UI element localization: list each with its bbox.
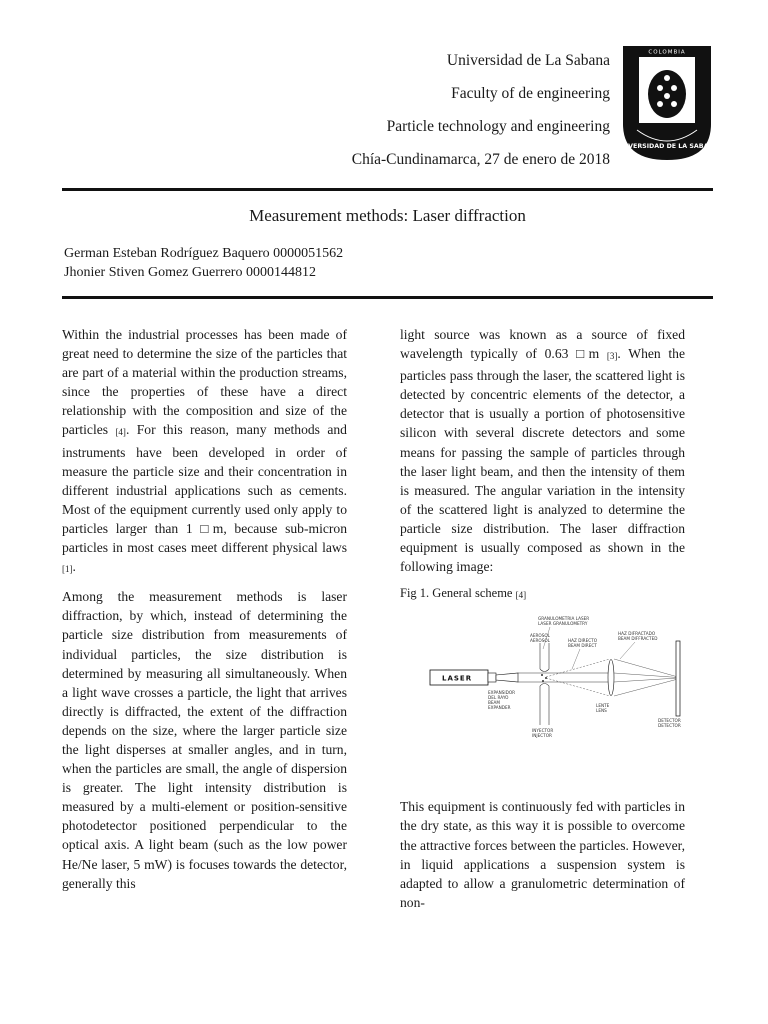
label-expander-1: EXPANSIDOR [488, 690, 516, 696]
document-title: Measurement methods: Laser diffraction [249, 206, 526, 225]
paragraph-1 [62, 325, 347, 579]
citation: [4] [115, 427, 126, 438]
label-injector-1: INYECTOR [532, 728, 554, 734]
label-granulometer-2: LASER GRANULOMETRY [538, 621, 588, 627]
label-diffracted-beam-2: BEAM DIFFRACTED [618, 636, 658, 642]
direct-beam-lines [518, 673, 610, 682]
paragraph-1-part-b: . For this reason, many methods and instruments have been developed in order of measure the particle size and their concentration in different industrial applications such as cements. Most of the equipment currently used only apply to particles larger than 1 □m, because sub-micron particles in most cases meet different physical laws [62, 422, 347, 556]
citation: [4] [515, 590, 527, 601]
figure-caption-text: Fig 1. General scheme [400, 586, 516, 601]
program-name: Particle technology and engineering [386, 118, 610, 135]
author-1: German Esteban Rodríguez Baquero 0000051562 [64, 246, 344, 261]
place-date: Chía-Cundinamarca, 27 de enero de 2018 [351, 151, 610, 168]
paragraph-2: Among the measurement methods is laser diffraction, by which, instead of determining the particle size distribution from measurements of individual particles, the size distribution is determined by measuring all simultaneously. When a light wave crosses a particle, the light that arrives directly is diffracted, the extent of the diffraction depends on the size, where the larger particle size the light disperses at smaller angles, and in turn, when the particles are small, the angle of dispersion is greater. The light intensity distribution is measured by a multi-element or position-sensitive photodetector positioned perpendicular to the optical axis. A light beam (such as the low power He/Ne laser, 5 mW) is focuses towards the detector, generally this [62, 589, 347, 891]
laser-nozzle [488, 673, 496, 682]
beam-expander [496, 673, 518, 682]
label-diffracted-beam-1: HAZ DIFRACTADO [618, 631, 656, 637]
paragraph-4: This equipment is continuously fed with particles in the dry state, as this way it is possible to overcome the attractive forces between the particles. However, in liquid applications a suspension system is adapted to allow a granulometric determination of non- [400, 799, 685, 910]
label-expander-2: DEL RAYO [488, 695, 509, 701]
leader-line [572, 649, 580, 669]
particle [542, 680, 544, 682]
particle [541, 674, 543, 676]
paragraph-3-part-a: light source was known as a source of fixed wavelength typically of 0.63 □m [400, 327, 685, 362]
authors-block [64, 244, 343, 282]
author-2: Jhonier Stiven Gomez Guerrero 0000144812 [64, 265, 316, 280]
label-aerosol-1: AEROSOL [530, 633, 551, 639]
logo-country-text: COLOMBIA [648, 49, 686, 56]
label-detector-1: DETECTOR [658, 718, 681, 724]
citation: [3] [606, 351, 618, 362]
lens [608, 660, 614, 696]
label-expander-3: BEAM [488, 700, 500, 706]
aerosol-inlet-tube [540, 643, 549, 672]
leader-line [620, 642, 635, 659]
laser-diffraction-diagram [400, 611, 685, 781]
detector-plate [676, 641, 680, 716]
paragraph-1-part-a: Within the industrial processes has been made of great need to determine the size of the particles that are part of a material within the production streams, since the properties of these have a direct relationship with the composition and size of the particles [62, 327, 347, 438]
laser-label: LASER [442, 674, 473, 683]
bottom-rule [62, 296, 713, 299]
injector-tube [540, 684, 549, 726]
label-lens-1: LENTE [596, 703, 610, 709]
label-expander-4: EXPANDER [488, 705, 511, 711]
faculty-name: Faculty of de engineering [451, 85, 610, 102]
paragraph-1-part-c: . [72, 559, 76, 575]
focused-lines [614, 659, 678, 696]
label-injector-2: INJECTOR [532, 733, 552, 739]
logo-ring-text: UNIVERSIDAD DE LA SABANA [615, 143, 719, 150]
label-detector-2: DETECTOR [658, 723, 681, 729]
diffracted-beam-lines [546, 659, 610, 696]
university-name: Universidad de La Sabana [446, 52, 610, 69]
left-column [62, 325, 347, 901]
header-block [352, 44, 610, 176]
label-direct-beam-2: BEAM DIRECT [568, 643, 597, 649]
university-seal-logo [615, 44, 719, 162]
citation: [1] [62, 564, 73, 575]
top-rule [62, 188, 713, 191]
label-lens-2: LENS [596, 708, 607, 714]
right-column [400, 325, 685, 920]
label-aerosol-2: AEROSOL [530, 638, 551, 644]
figure-caption [400, 584, 685, 605]
paragraph-3-part-b: . When the particles pass through the laser, the scattered light is detected by concentric elements of the detector, a detector that is usually a portion of photosensitive silicon with several discrete detectors and some means for passing the sample of particles through the laser light beam, and then the intensity of them is measured. The angular variation in the intensity of the scattered light is analyzed to determine the particle size distribution. The laser diffraction equipment is usually composed as shown in the following image: [400, 346, 685, 575]
paragraph-3 [400, 325, 685, 576]
label-granulometer-1: GRANULOMETRIA LASER [538, 616, 590, 622]
label-direct-beam-1: HAZ DIRECTO [568, 638, 598, 644]
